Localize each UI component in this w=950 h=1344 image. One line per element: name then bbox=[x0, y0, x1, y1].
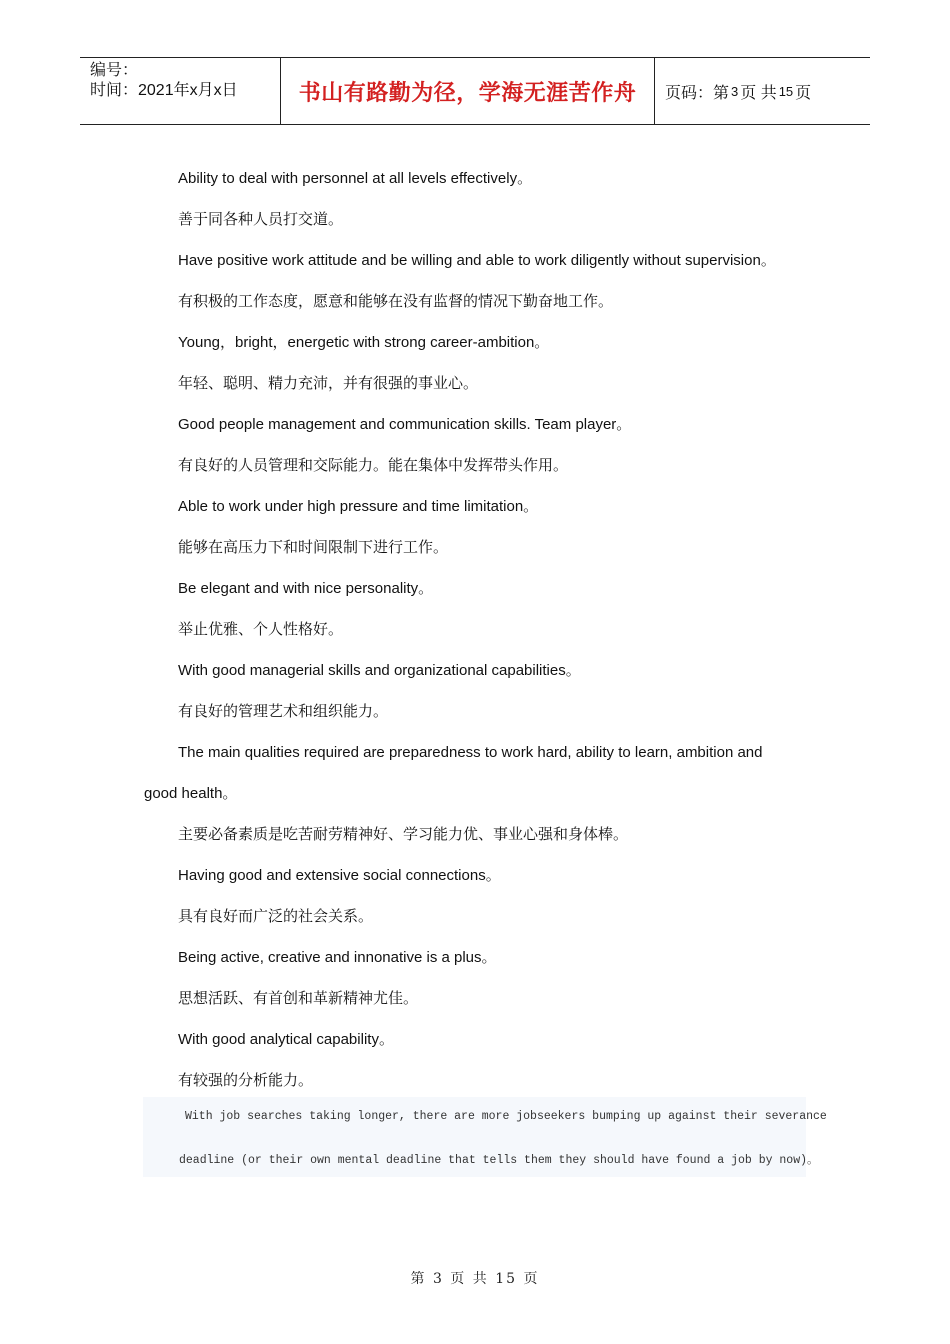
header-info bbox=[80, 58, 281, 124]
page-header bbox=[80, 57, 870, 125]
page-total: 15 bbox=[778, 83, 794, 99]
text-line: With good analytical capability。 bbox=[178, 1031, 394, 1048]
text-line: 善于同各种人员打交道。 bbox=[178, 210, 344, 228]
text-line: Able to work under high pressure and time limitation。 bbox=[178, 498, 539, 515]
text-line: 有较强的分析能力。 bbox=[178, 1071, 314, 1089]
page-current: 3 bbox=[731, 83, 739, 99]
text-line: 能够在高压力下和时间限制下进行工作。 bbox=[178, 538, 449, 556]
text-line: 具有良好而广泛的社会关系。 bbox=[178, 907, 374, 925]
quote-block bbox=[143, 1097, 827, 1177]
text-line: Be elegant and with nice personality。 bbox=[178, 580, 434, 597]
text-line: good health。 bbox=[144, 785, 238, 802]
quote-line: With job searches taking longer, there are more jobseekers bumping up against their severance bbox=[185, 1110, 827, 1123]
text-line: 有良好的管理艺术和组织能力。 bbox=[178, 702, 389, 720]
page-suffix: 页 bbox=[795, 84, 812, 102]
document-time-label: 时间：2021年x月x日 bbox=[90, 82, 238, 99]
text-line: Being active, creative and innonative is a plus。 bbox=[178, 949, 497, 966]
document-body bbox=[144, 158, 810, 1101]
page-mid: 页 共 bbox=[740, 84, 777, 102]
text-line: 主要必备素质是吃苦耐劳精神好、学习能力优、事业心强和身体棒。 bbox=[178, 825, 629, 843]
text-line: 思想活跃、有首创和革新精神尤佳。 bbox=[178, 989, 419, 1007]
document-number-label: 编号： bbox=[90, 62, 139, 79]
page-prefix: 页码：第 bbox=[665, 84, 730, 102]
text-line: 有良好的人员管理和交际能力。能在集体中发挥带头作用。 bbox=[178, 456, 569, 474]
text-line: Ability to deal with personnel at all levels effectively。 bbox=[178, 170, 533, 187]
text-line: With good managerial skills and organizational capabilities。 bbox=[178, 662, 581, 679]
text-line: Having good and extensive social connections。 bbox=[178, 867, 501, 884]
header-motto: 书山有路勤为径，学海无涯苦作舟 bbox=[281, 58, 655, 124]
text-line: Have positive work attitude and be willing and able to work diligently without supervision。 bbox=[178, 252, 776, 269]
text-line: 年轻、聪明、精力充沛，并有很强的事业心。 bbox=[178, 374, 479, 392]
text-line: 有积极的工作态度，愿意和能够在没有监督的情况下勤奋地工作。 bbox=[178, 292, 614, 310]
text-line: The main qualities required are preparedness to work hard, ability to learn, ambition and bbox=[178, 744, 763, 761]
header-page-info bbox=[655, 58, 870, 124]
text-line: Good people management and communication skills. Team player。 bbox=[178, 416, 632, 433]
text-line: Young，bright，energetic with strong career-ambition。 bbox=[178, 334, 550, 351]
page-footer: 第 3 页 共 15 页 bbox=[410, 1271, 540, 1287]
text-line: 举止优雅、个人性格好。 bbox=[178, 620, 344, 638]
quote-line: deadline (or their own mental deadline that tells them they should have found a job by now)。 bbox=[179, 1154, 819, 1167]
